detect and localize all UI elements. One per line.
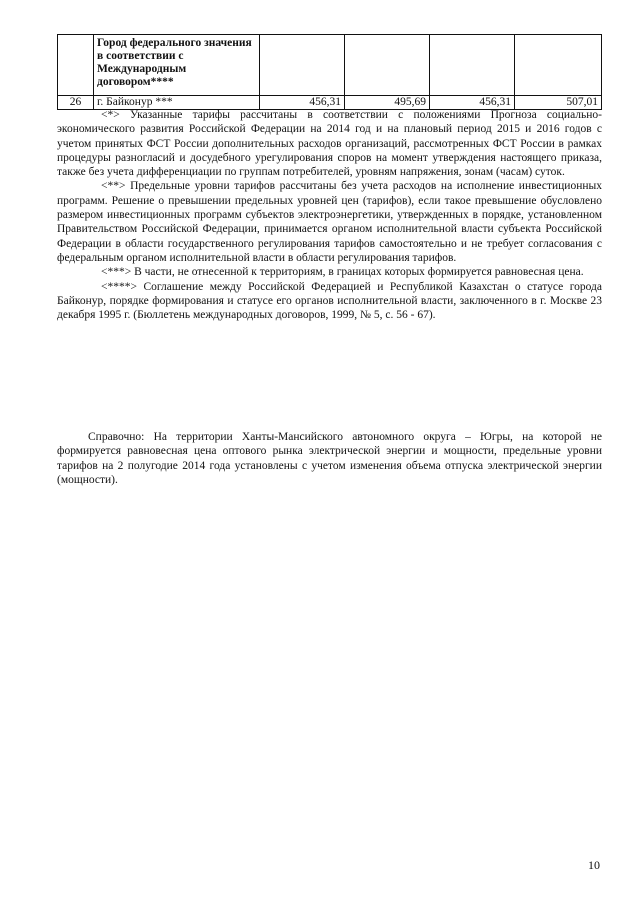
page-number: 10	[588, 858, 600, 872]
table-cell-empty	[260, 35, 345, 96]
table-cell-value: 456,31	[260, 96, 345, 110]
table-cell-empty	[345, 35, 430, 96]
footnote-4: <****> Соглашение между Российской Федерацией и Республикой Казахстан о статусе города Байконур, порядке формирования и статусе его органов исполнительной власти, заключенного в г. Москве 23 декабря 1995 г. (Бюллетень международных договоров, 1999, № 5, с. 56 - 67).	[57, 280, 602, 322]
table-cell-empty	[58, 35, 94, 96]
tariff-table	[57, 34, 602, 110]
table-cell-empty	[430, 35, 515, 96]
table-row-federal-city	[58, 35, 602, 96]
table-cell-value: 456,31	[430, 96, 515, 110]
footnote-1: <*> Указанные тарифы рассчитаны в соответствии с положениями Прогноза социально-экономического развития Российской Федерации на 2014 год и на плановый период 2015 и 2016 годов с учетом принятых ФСТ России дополнительных расходов организаций, рассмотренных ФСТ России в рамках процедуры разногласий и досудебного урегулирования споров на момент утверждения настоящего приказа, также без учета дифференциации по группам потребителей, уровням напряжения, зонам (часам) суток.	[57, 109, 602, 179]
reference-text: Справочно: На территории Ханты-Мансийского автономного округа – Югры, на которой не формируется равновесная цена оптового рынка электрической энергии и мощности, предельные уровни тарифов на 2 полугодие 2014 года установлены с учетом изменения объема отпуска электрической энергии (мощности).	[57, 431, 602, 486]
table-cell-row-number: 26	[58, 96, 94, 110]
table-cell-empty	[515, 35, 602, 96]
reference-note	[57, 430, 602, 487]
table-cell-value: 495,69	[345, 96, 430, 110]
footnote-2: <**> Предельные уровни тарифов рассчитаны без учета расходов на исполнение инвестиционных программ. Решение о превышении предельных уровней цен (тарифов), если такое превышение обусловлено размером инвестиционных программ субъектов электроэнергетики, утвержденных в порядке, установленном Правительством Российской Федерации, принимается органом исполнительной власти субъекта Российской Федерации в области государственного регулирования тарифов самостоятельно и не требует согласования с федеральным органом исполнительной власти в области регулирования тарифов.	[57, 180, 602, 264]
footnotes	[57, 108, 602, 322]
table-cell-value: 507,01	[515, 96, 602, 110]
table-cell-region: г. Байконур ***	[94, 96, 260, 110]
table-cell-category: Город федерального значения в соответствии с Международным договором****	[94, 35, 260, 96]
footnote-3: <***> В части, не отнесенной к территориям, в границах которых формируется равновесная цена.	[101, 266, 584, 279]
